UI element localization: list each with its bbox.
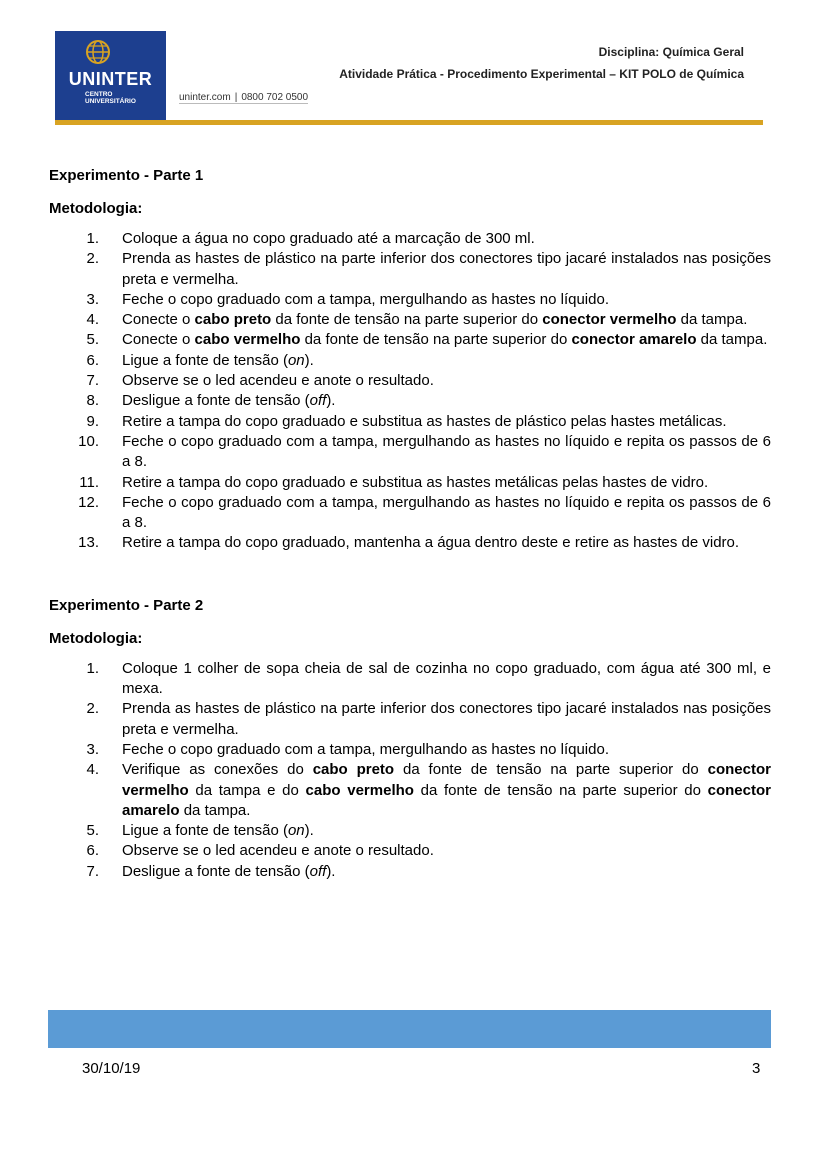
step-item [49,533,771,553]
step-text: Conecte o cabo preto da fonte de tensão na parte superior do conector vermelho da tampa. [122,311,748,329]
step-number: 12. [78,493,99,511]
step-text: Observe se o led acendeu e anote o resultado. [122,372,434,390]
step-text: Ligue a fonte de tensão (on). [122,351,314,369]
step-number: 2. [86,700,99,718]
step-text: Feche o copo graduado com a tampa, mergulhando as hastes no líquido. [122,290,609,308]
step-item [49,821,771,841]
logo-subtitle: CENTRO UNIVERSITÁRIO [85,91,136,105]
step-number: 7. [86,862,99,880]
step-item [49,330,771,350]
step-text: Coloque a água no copo graduado até a marcação de 300 ml. [122,230,535,247]
part2-steps-list [49,659,771,882]
step-number: 8. [86,392,99,410]
step-text: Ligue a fonte de tensão (on). [122,822,314,840]
phone-number: 0800 702 0500 [241,92,309,103]
step-number: 5. [86,331,99,349]
globe-icon [85,39,111,65]
step-item [49,473,771,493]
step-number: 4. [86,311,99,329]
document-body [49,166,771,882]
activity-label: Atividade Prática - Procedimento Experimental – KIT POLO de Química [339,67,744,81]
step-number: 1. [86,659,99,677]
step-item [49,659,771,700]
step-item [49,351,771,371]
step-number: 6. [86,351,99,369]
step-text: Retire a tampa do copo graduado e substitua as hastes metálicas pelas hastes de vidro. [122,473,709,491]
part1-steps-list [49,229,771,554]
part1-methodology-heading: Metodologia: [49,200,143,217]
step-text: Verifique as conexões do cabo preto da fonte de tensão na parte superior do conector vermelho da tampa e do cabo vermelho da fonte de tensão na parte superior do conector amarelo da tampa. [122,761,771,819]
step-number: 4. [86,761,99,779]
step-item [49,699,771,740]
step-item [49,432,771,473]
contact-separator: | [234,92,238,103]
step-text: Feche o copo graduado com a tampa, mergulhando as hastes no líquido. [122,740,609,758]
step-text: Desligue a fonte de tensão (off). [122,392,336,410]
step-number: 3. [86,740,99,758]
step-number: 5. [86,822,99,840]
page-number: 3 [752,1060,761,1077]
step-item [49,229,771,249]
step-text: Feche o copo graduado com a tampa, mergulhando as hastes no líquido e repita os passos de 6 a 8. [122,493,771,532]
step-number: 11. [79,473,99,491]
footer-date: 30/10/19 [82,1060,141,1077]
step-item [49,290,771,310]
step-number: 9. [86,412,99,430]
step-item [49,391,771,411]
section-spacer [49,554,771,596]
step-text: Coloque 1 colher de sopa cheia de sal de cozinha no copo graduado, com água até 300 ml, e mexa. [122,659,771,698]
header-divider [55,120,763,125]
step-text: Retire a tampa do copo graduado, mantenha a água dentro deste e retire as hastes de vidro. [122,534,740,552]
step-text: Prenda as hastes de plástico na parte inferior dos conectores tipo jacaré instalados nas posições preta e vermelha. [122,250,771,288]
step-number: 10. [78,432,99,450]
step-item [49,841,771,861]
part2-title: Experimento - Parte 2 [49,596,204,614]
step-text: Retire a tampa do copo graduado e substitua as hastes de plástico pelas hastes metálicas. [122,412,727,430]
step-text: Observe se o led acendeu e anote o resultado. [122,842,434,860]
discipline-label: Disciplina: Química Geral [598,45,744,59]
step-number: 3. [86,290,99,308]
step-item [49,310,771,330]
site-link[interactable]: uninter.com [179,92,231,103]
step-text: Conecte o cabo vermelho da fonte de tensão na parte superior do conector amarelo da tampa. [122,331,768,349]
step-number: 1. [86,230,99,247]
footer-bar [48,1010,771,1048]
step-item [49,493,771,534]
step-item [49,740,771,760]
part1-title: Experimento - Parte 1 [49,167,204,184]
step-text: Feche o copo graduado com a tampa, mergulhando as hastes no líquido e repita os passos de 6 a 8. [122,432,771,471]
step-number: 6. [86,842,99,860]
step-text: Prenda as hastes de plástico na parte inferior dos conectores tipo jacaré instalados nas posições preta e vermelha. [122,700,771,738]
step-item [49,249,771,290]
step-item [49,412,771,432]
step-item [49,862,771,882]
step-number: 13. [78,534,99,552]
step-number: 2. [86,250,99,268]
step-text: Desligue a fonte de tensão (off). [122,862,336,880]
contact-info [179,92,308,104]
logo-name: UNINTER [68,69,153,89]
part2-methodology-heading: Metodologia: [49,629,143,647]
step-item [49,371,771,391]
step-item [49,760,771,821]
uninter-logo [55,31,166,125]
step-number: 7. [86,372,99,390]
